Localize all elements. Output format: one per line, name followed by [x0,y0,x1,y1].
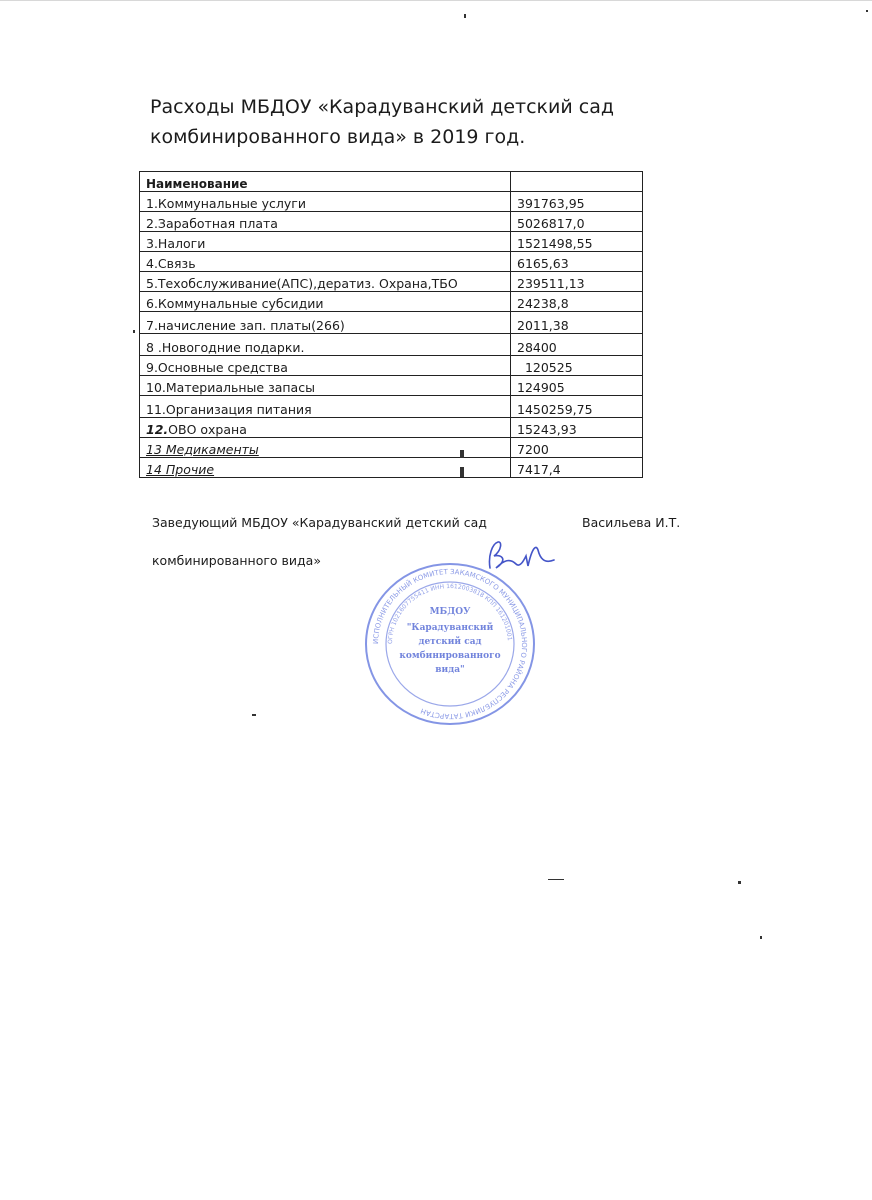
scan-speck [738,881,741,884]
table-row [140,418,643,438]
table-row [140,292,643,312]
row-label: 5.Техобслуживание(АПС),дератиз. Охрана,ТБО [140,272,511,292]
row-value: 28400 [511,334,643,356]
scan-speck [460,467,464,477]
table-row [140,458,643,478]
expenses-table [139,171,643,478]
signer-position-line1: Заведующий МБДОУ «Карадуванский детский сад [152,515,487,530]
row-value: 6165,63 [511,252,643,272]
row-label: 11.Организация питания [140,396,511,418]
table-row [140,212,643,232]
row-label [140,458,511,478]
scan-speck [252,714,256,716]
row-value: 15243,93 [511,418,643,438]
row-label-text: ОВО охрана [168,422,247,437]
stamp-line-4: комбинированного [399,651,501,661]
row-label: 1.Коммунальные услуги [140,192,511,212]
page-edge [0,0,872,11]
table-row [140,272,643,292]
scan-speck [760,936,762,939]
row-value: 391763,95 [511,192,643,212]
table-header-row [140,172,643,192]
scan-speck [548,879,564,880]
table-row [140,334,643,356]
row-value: 2011,38 [511,312,643,334]
signer-name: Васильева И.Т. [582,515,681,530]
row-label: 7.начисление зап. платы(266) [140,312,511,334]
signer-position-line2: комбинированного вида» [152,553,321,568]
stamp-line-5: вида" [435,665,465,675]
header-name: Наименование [140,172,511,192]
scan-speck [464,14,466,18]
row-label: 2.Заработная плата [140,212,511,232]
stamp-inner-text: ОГРН 1021607755411 ИНН 1612003818 КПП 161201001 [386,582,513,645]
row-value: 5026817,0 [511,212,643,232]
stamp-ring-text: ИСПОЛНИТЕЛЬНЫЙ КОМИТЕТ ЗАКАМСКОГО МУНИЦИПАЛЬНОГО РАЙОНА РЕСПУБЛИКИ ТАТАРСТАН [371,567,529,721]
scan-speck [460,450,464,458]
scan-speck [133,330,135,333]
row-label: 3.Налоги [140,232,511,252]
row-label-text: 13 Медикаменты [146,442,259,457]
table-row [140,438,643,458]
row-value: 124905 [511,376,643,396]
row-value: 1521498,55 [511,232,643,252]
document-title: Расходы МБДОУ «Карадуванский детский сад комбинированного вида» в 2019 год. [150,96,614,148]
row-label: 10.Материальные запасы [140,376,511,396]
row-label: 6.Коммунальные субсидии [140,292,511,312]
row-label: 4.Связь [140,252,511,272]
row-value [511,356,643,376]
row-value: 7200 [511,438,643,458]
table-row [140,356,643,376]
row-value-text: 120525 [524,360,573,375]
row-label [140,438,511,458]
scan-speck [866,10,868,12]
stamp-line-1: МБДОУ [429,607,471,617]
row-value: 239511,13 [511,272,643,292]
row-label-text: 14 Прочие [146,462,215,477]
table-row [140,252,643,272]
table-row [140,312,643,334]
official-stamp-icon [360,562,540,727]
row-value: 1450259,75 [511,396,643,418]
row-label [140,418,511,438]
table-row [140,396,643,418]
stamp-line-2: "Карадуванский [406,623,494,633]
table-row [140,376,643,396]
stamp-line-3: детский сад [418,637,482,647]
table-row [140,232,643,252]
row-label: 8 .Новогодние подарки. [140,334,511,356]
header-value [511,172,643,192]
row-value: 24238,8 [511,292,643,312]
row-label: 9.Основные средства [140,356,511,376]
row-value: 7417,4 [511,458,643,478]
row-label-number: 12. [146,422,169,437]
table-row [140,192,643,212]
